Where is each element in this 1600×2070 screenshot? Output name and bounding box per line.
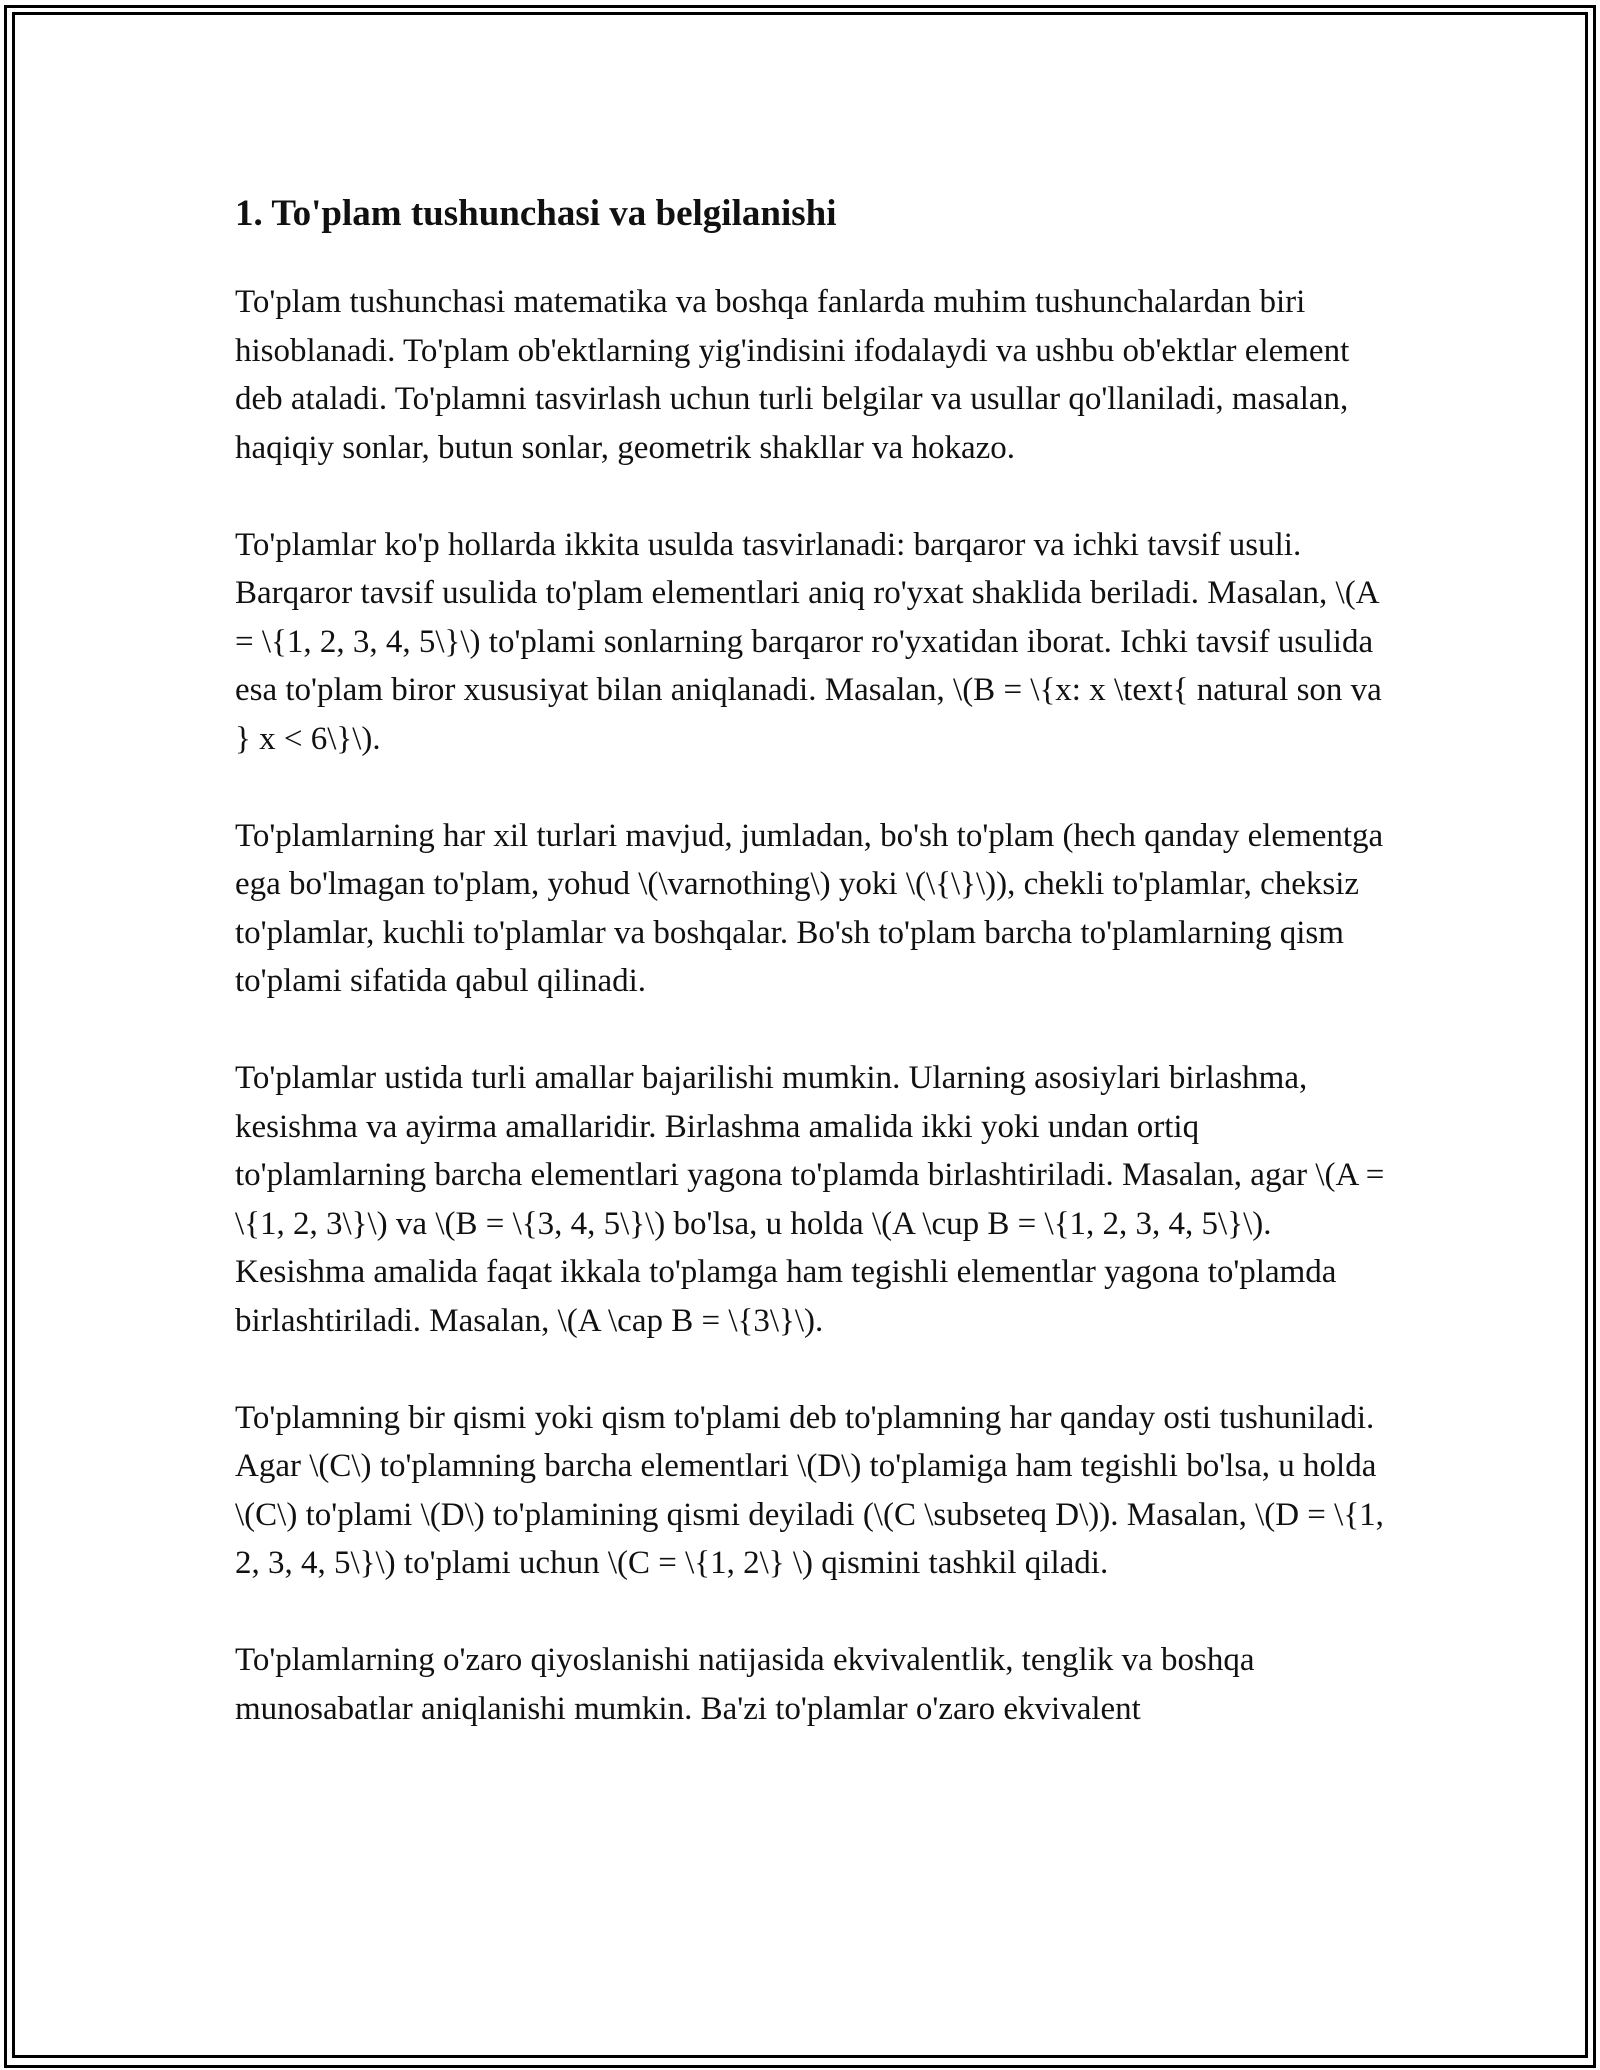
- paragraph-6: To'plamlarning o'zaro qiyoslanishi natijasida ekvivalentlik, tenglik va boshqa munosabatlar aniqlanishi mumkin. Ba'zi to'plamlar o'zaro ekvivalent: [235, 1642, 1255, 1727]
- paragraph-5: To'plamning bir qismi yoki qism to'plami deb to'plamning har qanday osti tushuniladi. Agar \(C\) to'plamning barcha elementlari \(D\) to'plamiga ham tegishli bo'lsa, u holda \(C\) to'plami \(D\) to'plamining qismi deyiladi (\(C \subseteq D\)). Masalan, \(D = \{1, 2, 3, 4, 5\}\) to'plami uchun \(C = \{1, 2\} \) qismini tashkil qiladi.: [235, 1399, 1384, 1581]
- paragraph-3: To'plamlarning har xil turlari mavjud, jumladan, bo'sh to'plam (hech qanday elementga ega bo'lmagan to'plam, yohud \(\varnothing\) yoki \(\{\}\)), chekli to'plamlar, cheksiz to'plamlar, kuchli to'plamlar va boshqalar. Bo'sh to'plam barcha to'plamlarning qism to'plami sifatida qabul qilinadi.: [235, 817, 1384, 999]
- paragraph-4: To'plamlar ustida turli amallar bajarilishi mumkin. Ularning asosiylari birlashma, kesishma va ayirma amallaridir. Birlashma amalida ikki yoki undan ortiq to'plamlarning barcha elementlari yagona to'plamda birlashtiriladi. Masalan, agar \(A = \{1, 2, 3\}\) va \(B = \{3, 4, 5\}\) bo'lsa, u holda \(A \cup B = \{1, 2, 3, 4, 5\}\). Kesishma amalida faqat ikkala to'plamga ham tegishli elementlar yagona to'plamda birlashtiriladi. Masalan, \(A \cap B = \{3\}\).: [235, 1060, 1385, 1339]
- paragraph-1: To'plam tushunchasi matematika va boshqa fanlarda muhim tushunchalardan biri hisoblanadi. To'plam ob'ektlarning yig'indisini ifodalaydi va ushbu ob'ektlar element deb ataladi. To'plamni tasvirlash uchun turli belgilar va usullar qo'llaniladi, masalan, haqiqiy sonlar, butun sonlar, geometrik shakllar va hokazo.: [235, 284, 1350, 466]
- section-heading: 1. To'plam tushunchasi va belgilanishi: [235, 193, 837, 234]
- paragraph-2: To'plamlar ko'p hollarda ikkita usulda tasvirlanadi: barqaror va ichki tavsif usuli. Barqaror tavsif usulida to'plam elementlari aniq ro'yxat shaklida beriladi. Masalan, \(A = \{1, 2, 3, 4, 5\}\) to'plami sonlarning barqaror ro'yxatidan iborat. Ichki tavsif usulida esa to'plam biror xususiyat bilan aniqlanadi. Masalan, \(B = \{x: x \text{ natural son va } x < 6\}\).: [235, 526, 1382, 757]
- document-body: [235, 184, 1385, 1782]
